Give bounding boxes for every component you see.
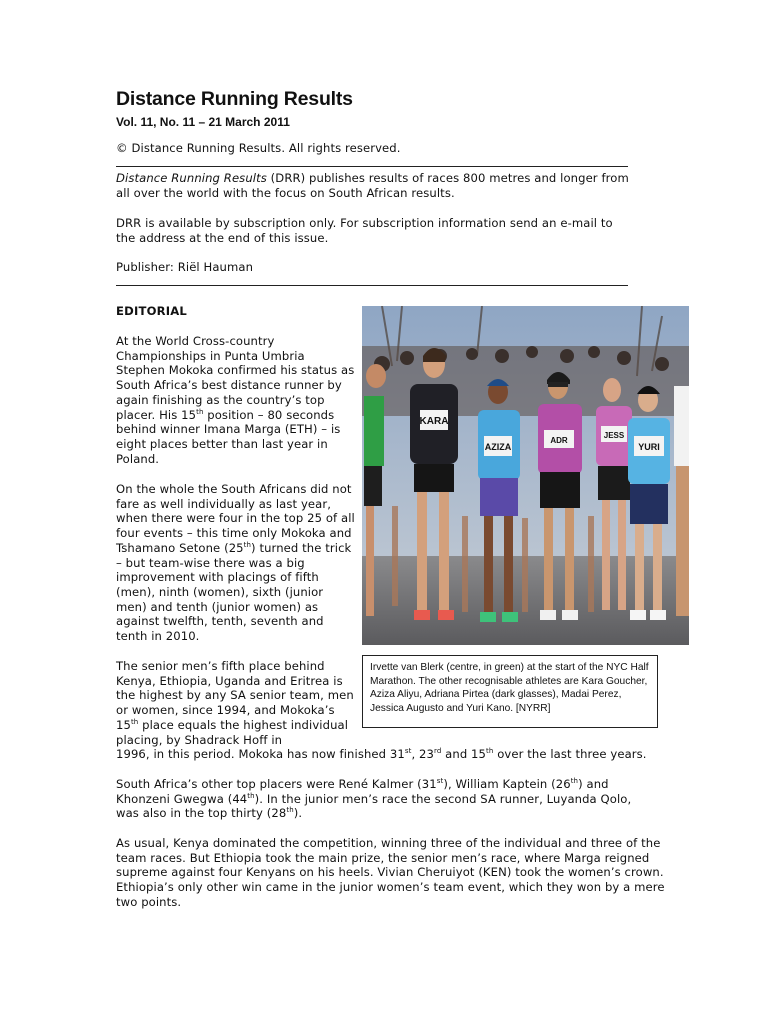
editorial-paragraph-2: On the whole the South Africans did not fare as well individually as last year, when there were four in the top 25 of all four events – this time only Mokoka and Tshamano Setone (25th) turned the trick – but team-wise there was a big improvement with placings of fifth (men), ninth (women), sixth (junior men) and tenth (junior women) as against twelfth, tenth, seventh and tenth in 2010.: [116, 482, 355, 644]
divider: [116, 285, 628, 286]
photo-caption: Irvette van Blerk (centre, in green) at the start of the NYC Half Marathon. The other recognisable athletes are Kara Goucher, Aziza Aliyu, Adriana Pirtea (dark glasses), Madai Perez, Jessica Augusto and Yuri Kano. [NYRR]: [362, 655, 658, 728]
bib-number: AZIZA: [484, 442, 512, 452]
bib-number: YURI: [638, 442, 660, 452]
subscription-paragraph: DRR is available by subscription only. For subscription information send an e-mail to the address at the end of this issue.: [116, 216, 613, 245]
bib-number: KARA: [419, 416, 449, 427]
publisher-line: Publisher: Riël Hauman: [116, 260, 254, 274]
race-start-photo: [362, 306, 689, 645]
bib-number: JESS: [603, 431, 625, 440]
page-title: Distance Running Results: [116, 88, 353, 110]
editorial-paragraph-1: At the World Cross-country Championships in Punta Umbria Stephen Mokoka confirmed his status as South Africa’s best distance runner by again finishing as the country’s top placer. His 15th position – 80 seconds behind winner Imana Marga (ETH) – is eight places better than last year in Poland.: [116, 334, 355, 466]
copyright-line: © Distance Running Results. All rights reserved.: [116, 141, 401, 155]
divider: [116, 166, 628, 167]
editorial-paragraph-4: South Africa’s other top placers were René Kalmer (31st), William Kaptein (26th) and Khonzeni Gwegwa (44th). In the junior men’s race the second SA runner, Luyanda Qolo, was also in the top thirty (28th).: [116, 777, 632, 821]
editorial-paragraph-5: As usual, Kenya dominated the competition, winning three of the individual and three of the team races. But Ethiopia took the main prize, the senior men’s race, where Marga reigned supreme against four Kenyans on his heels. Vivian Cheruiyot (KEN) took the women’s crown. Ethiopia’s only other win came in the junior women’s team event, which they won by a mere two points.: [116, 836, 665, 909]
page: [116, 88, 676, 129]
race-start-photo-illustration: [362, 306, 689, 645]
editorial-paragraph-3: The senior men’s fifth place behind Kenya, Ethiopia, Uganda and Eritrea is the highest by any SA senior team, men or women, since 1994, and Mokoka’s 15th place equals the highest individual placing, by Shadrack Hoff in: [116, 659, 354, 747]
publication-name: Distance Running Results: [116, 171, 267, 185]
section-heading: EDITORIAL: [116, 304, 188, 318]
editorial-paragraph-3-continued: 1996, in this period. Mokoka has now finished 31st, 23rd and 15th over the last three years.: [116, 747, 647, 761]
bib-number: ADR: [550, 436, 568, 445]
intro-paragraph: Distance Running Results (DRR) publishes results of races 800 metres and longer from all over the world with the focus on South African results.: [116, 171, 629, 200]
issue-line: Vol. 11, No. 11 – 21 March 2011: [116, 115, 290, 129]
